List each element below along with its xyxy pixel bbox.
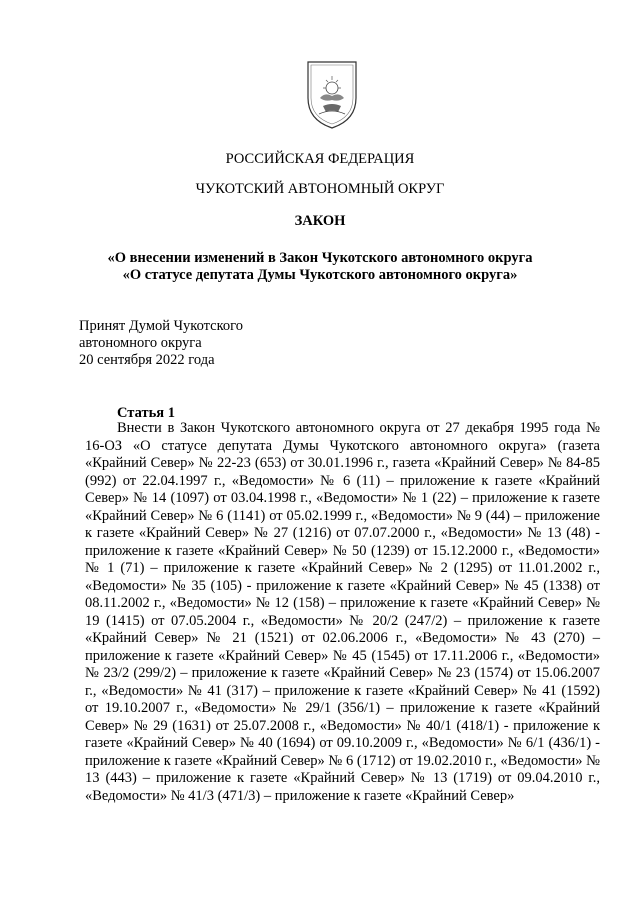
law-title-line-2: «О статусе депутата Думы Чукотского автономного округа» xyxy=(122,267,518,283)
region-heading: ЧУКОТСКИЙ АВТОНОМНЫЙ ОКРУГ xyxy=(195,181,445,197)
document-type: ЗАКОН xyxy=(294,213,346,229)
article-1-text: Внести в Закон Чукотского автономного округа от 27 декабря 1995 года № 16-ОЗ «О статусе депутата Думы Чукотского автономного округа» (газета «Крайний Север» № 22-23 (653) от 30.01.1996 г., газета «Крайний Север» № 84-85 (992) от 22.04.1997 г., «Ведомости» № 6 (11) – приложение к газете «Крайний Север» № 14 (1097) от 03.04.1998 г., «Ведомости» № 1 (22) – приложение к газете «Крайний Север» № 6 (1141) от 05.02.1999 г., «Ведомости» № 9 (44) – приложение к газете «Крайний Север» № 27 (1216) от 07.07.2000 г., «Ведомости» № 13 (48) - приложение к газете «Крайний Север» № 50 (1239) от 15.12.2000 г., «Ведомости» № 1 (71) – приложение к газете «Крайний Север» № 2 (1295) от 11.01.2002 г., «Ведомости» № 35 (105) - приложение к газете «Крайний Север» № 45 (1338) от 08.11.2002 г., «Ведомости» № 12 (158) – приложение к газете «Крайний Север» № 19 (1415) от 07.05.2004 г., «Ведомости» № 20/2 (247/2) – приложение к газете «Крайний Север» № 21 (1521) от 02.06.2006 г., «Ведомости» № 43 (270) – приложение к газете «Крайний Север» № 45 (1545) от 17.11.2006 г., «Ведомости» № 23/2 (299/2) – приложение к газете «Крайний Север» № 23 (1574) от 15.06.2007 г., «Ведомости» № 41 (317) – приложение к газете «Крайний Север» № 41 (1592) от 19.10.2007 г., «Ведомости» № 29/1 (356/1) – приложение к газете «Крайний Север» № 29 (1631) от 25.07.2008 г., «Ведомости» № 40/1 (418/1) - приложение к газете «Крайний Север» № 40 (1694) от 09.10.2009 г., «Ведомости» № 6/1 (436/1) - приложение к газете «Крайний Север» № 6 (1712) от 19.02.2010 г., «Ведомости» № 13 (443) – приложение к газете «Крайний Север» № 13 (1719) от 09.04.2010 г., «Ведомости» № 41/3 (471/3) – приложение к газете «Крайний Север» xyxy=(85,420,600,804)
country-heading: РОССИЙСКАЯ ФЕДЕРАЦИЯ xyxy=(225,151,415,167)
article-1-heading: Статья 1 xyxy=(117,405,175,421)
adoption-line-2: автономного округа xyxy=(79,335,202,351)
adoption-block xyxy=(79,318,243,369)
adoption-date: 20 сентября 2022 года xyxy=(79,352,215,368)
law-title-line-1: «О внесении изменений в Закон Чукотского автономного округа xyxy=(107,250,533,266)
adoption-line-1: Принят Думой Чукотского xyxy=(79,318,244,334)
coat-of-arms-icon xyxy=(305,58,359,130)
